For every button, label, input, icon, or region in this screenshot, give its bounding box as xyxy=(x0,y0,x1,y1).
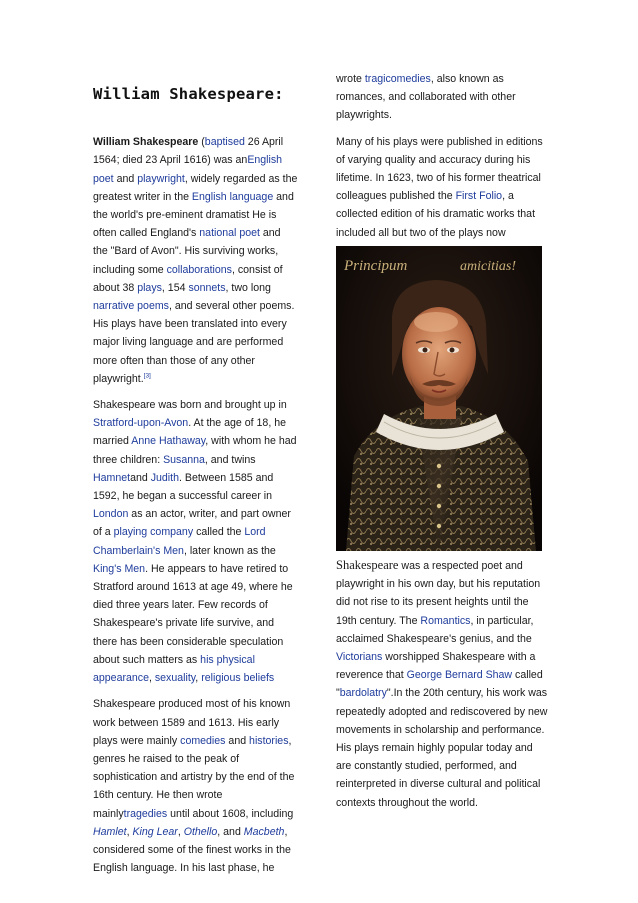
link-physical-appearance[interactable]: his physical appearance xyxy=(93,653,255,685)
link-stratford[interactable]: Stratford-upon-Avon xyxy=(93,417,189,430)
link-othello[interactable]: Othello xyxy=(183,825,218,838)
subject-name: William Shakespeare xyxy=(93,136,199,149)
link-national-poet[interactable]: national poet xyxy=(199,227,260,240)
link-hamlet[interactable]: Hamlet xyxy=(93,825,127,838)
link-hamnet[interactable]: Hamnet xyxy=(93,471,131,484)
legacy-lead: Shakespeare xyxy=(336,558,399,572)
link-collaborations[interactable]: collaborations xyxy=(166,263,232,276)
link-english-language[interactable]: English language xyxy=(191,190,274,203)
link-narrative-poems[interactable]: narrative poems xyxy=(93,300,169,313)
paragraph-intro: William Shakespeare (baptised 26 April 1564; died 23 April 1616) was anEnglish poet and playwright, widely regarded as the greatest writer in the English language and the world's pre-eminent dramatist He is often called England's national poet and the "Bard of Avon". His surviving works, including some collaborations, consist of about 38 plays, 154 sonnets, two long narrative poems, and several other poems. His plays have been translated into every major living language and are performed more often than those of any other playwright.[3] xyxy=(93,136,298,385)
right-column-lower xyxy=(336,556,548,820)
left-column xyxy=(93,76,298,885)
paragraph-life: Shakespeare was born and brought up in Stratford-upon-Avon. At the age of 18, he married Anne Hathaway, with whom he had three children: Susanna, and twins Hamnetand Judith. Between 1585 and 1592, he began a successful career in London as an actor, writer, and part owner of a playing company called the Lord Chamberlain's Men, later known as the King's Men. He appears to have retired to Stratford around 1613 at age 49, where he died three years later. Few records of Shakespeare's private life survive, and there has been considerable speculation about such matters as his physical appearance, sexuality, religious beliefs xyxy=(93,399,297,685)
link-judith[interactable]: Judith xyxy=(150,471,179,484)
paragraph-works: Shakespeare produced most of his known work between 1589 and 1613. His early plays were mainly comedies and histories, genres he raised to the peak of sophistication and artistry by the end of the 16th century. He then wrote mainlytragedies until about 1608, including Hamlet, King Lear, Othello, and Macbeth, considered some of the finest works in the English language. In his last phase, he xyxy=(93,698,295,875)
paragraph-late-works: wrote tragicomedies, also known as romances, and collaborated with other playwrights. xyxy=(336,73,516,122)
link-poet[interactable]: poet xyxy=(93,172,114,185)
link-george-bernard-shaw[interactable]: George Bernard Shaw xyxy=(406,669,513,682)
portrait-image xyxy=(336,246,542,551)
link-anne-hathaway[interactable]: Anne Hathaway xyxy=(131,435,206,448)
link-victorians[interactable]: Victorians xyxy=(336,651,383,664)
link-religious-beliefs[interactable]: religious beliefs xyxy=(201,672,275,685)
link-sonnets[interactable]: sonnets xyxy=(188,281,226,294)
inscription-right: amicitias! xyxy=(460,259,516,274)
paragraph-legacy: Shakespeare was a respected poet and playwright in his own day, but his reputation did not rise to its present heights until the 19th century. The Romantics, in particular, acclaimed Shakespeare's genius, and the Victorians worshipped Shakespeare with a reverence that George Bernard Shaw called "bardolatry".In the 20th century, his work was repeatedly adopted and rediscovered by new movements in scholarship and performance. His plays remain highly popular today and are constantly studied, performed, and reinterpreted in diverse cultural and political contexts throughout the world. xyxy=(336,558,548,809)
link-macbeth[interactable]: Macbeth xyxy=(243,825,285,838)
link-susanna[interactable]: Susanna xyxy=(163,453,205,466)
link-kings-men[interactable]: King's Men xyxy=(93,562,146,575)
link-sexuality[interactable]: sexuality xyxy=(154,672,196,685)
right-column xyxy=(336,70,548,268)
link-tragicomedies[interactable]: tragicomedies xyxy=(364,73,431,85)
inscription-left: Principum xyxy=(344,258,408,274)
link-first-folio[interactable]: First Folio xyxy=(455,190,503,203)
link-baptised[interactable]: baptised xyxy=(204,136,245,149)
link-tragedies[interactable]: tragedies xyxy=(123,807,168,820)
link-comedies[interactable]: comedies xyxy=(180,734,226,747)
page-title: William Shakespeare: xyxy=(93,85,284,103)
paragraph-publication: Many of his plays were published in editions of varying quality and accuracy during his lifetime. In 1623, two of his former theatrical colleagues published the First Folio, a collected edition of his dramatic works that included all but two of the plays now xyxy=(336,135,543,239)
link-playwright[interactable]: playwright xyxy=(137,172,185,185)
link-bardolatry[interactable]: bardolatry xyxy=(339,687,387,700)
link-king-lear[interactable]: King Lear xyxy=(132,825,178,838)
link-lord-chamberlains-men[interactable]: Lord Chamberlain's Men xyxy=(93,526,266,557)
citation-ref[interactable]: [3] xyxy=(143,372,151,380)
link-romantics[interactable]: Romantics xyxy=(420,614,471,627)
link-histories[interactable]: histories xyxy=(249,734,289,747)
shakespeare-portrait xyxy=(336,246,542,551)
link-english[interactable]: English xyxy=(247,154,283,167)
link-london[interactable]: London xyxy=(93,508,129,521)
link-playing-company[interactable]: playing company xyxy=(113,526,194,539)
link-plays[interactable]: plays xyxy=(137,281,162,294)
